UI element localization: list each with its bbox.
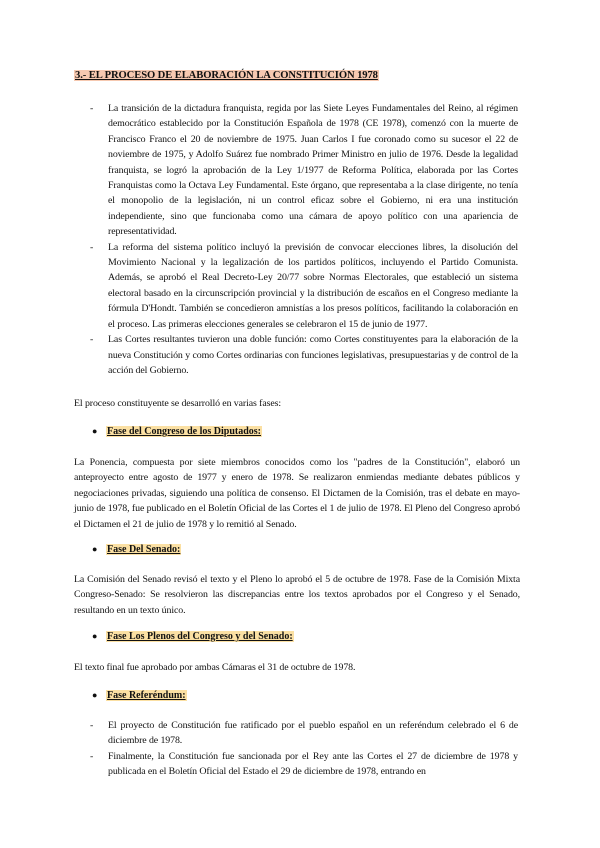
list-item (90, 749, 518, 780)
phase-heading-congreso (92, 426, 262, 437)
dash-marker: - (90, 334, 94, 346)
bullet-icon: ● (92, 544, 98, 554)
phase-heading-text: Fase Del Senado: (107, 544, 181, 555)
list-item-text: La reforma del sistema político incluyó la previsión de convocar elecciones libres, la disolución del Movimiento Nacional y la legalización de los partidos políticos, incluyendo el Partido Comunista. Además, se aprobó el Real Decreto-Ley 20/77 sobre Normas Electorales, que estableció un sistema electoral basado en la circunscripción provincial y la distribución de escaños en el Congreso mediante la fórmula D'Hondt. También se concedieron amnistías a los presos políticos, facilitando la colaboración en el proceso. Las primeras elecciones generales se celebraron el 15 de junio de 1977. (108, 241, 518, 330)
phase-heading-text: Fase Referéndum: (107, 690, 186, 701)
list-item (90, 718, 518, 749)
phase-heading-referendum (92, 690, 187, 701)
phase-heading-plenos (92, 631, 294, 642)
intro-bullet-list (90, 101, 518, 378)
list-item (90, 240, 518, 332)
section-title: 3.- EL PROCESO DE ELABORACIÓN LA CONSTITUCIÓN 1978 (75, 70, 378, 81)
phase-congreso-text: La Ponencia, compuesta por siete miembros conocidos como los "padres de la Constitución", elaboró un anteproyecto entre agosto de 1977 y enero de 1978. Se realizaron enmiendas mediante debates públicos y negociaciones privadas, siguiendo una política de consenso. El Dictamen de la Comisión, tras el debate en mayo-junio de 1978, fue publicado en el Boletín Oficial de las Cortes el 1 de julio de 1978. El Pleno del Congreso aprobó el Dictamen el 21 de julio de 1978 y lo remitió al Senado. (74, 457, 520, 530)
list-item-text: El proyecto de Constitución fue ratificado por el pueblo español en un referéndum celebrado el 6 de diciembre de 1978. (108, 720, 518, 747)
phase-heading-senado (92, 544, 181, 555)
phase-heading-text: Fase Los Plenos del Congreso y del Senado: (107, 631, 293, 642)
list-item (90, 101, 518, 240)
list-item (90, 332, 518, 378)
dash-marker: - (90, 720, 94, 731)
dash-marker: - (90, 750, 94, 762)
list-item-text: Finalmente, la Constitución fue sancionada por el Rey ante las Cortes el 27 de diciembre de 1978 y publicada en el Boletín Oficial del Estado el 29 de diciembre de 1978, entrando en (108, 750, 518, 778)
phases-intro: El proceso constituyente se desarrolló en varias fases: (74, 398, 282, 409)
dash-marker: - (90, 241, 94, 253)
referendum-bullet-list (90, 718, 518, 780)
bullet-icon: ● (92, 690, 98, 700)
phase-heading-text: Fase del Congreso de los Diputados: (107, 426, 261, 437)
bullet-icon: ● (92, 426, 98, 436)
phase-plenos-text: El texto final fue aprobado por ambas Cámaras el 31 de octubre de 1978. (74, 662, 356, 673)
bullet-icon: ● (92, 631, 98, 641)
list-item-text: La transición de la dictadura franquista, regida por las Siete Leyes Fundamentales del Reino, al régimen democrático establecido por la Constitución Española de 1978 (CE 1978), comenzó con la muerte de Francisco Franco el 20 de noviembre de 1975. Juan Carlos I fue coronado como su sucesor el 22 de noviembre de 1975, y Adolfo Suárez fue nombrado Primer Ministro en julio de 1976. Desde la legalidad franquista, se logró la aprobación de la Ley 1/1977 de Reforma Política, elaborada por las Cortes Franquistas como la Octava Ley Fundamental. Este órgano, que representaba a la clase dirigente, no tenía el monopolio de la legislación, ni un control eficaz sobre el Gobierno, ni era una institución independiente, sino que funcionaba como una cámara de apoyo político con una apariencia de representatividad. (108, 103, 518, 238)
list-item-text: Las Cortes resultantes tuvieron una doble función: como Cortes constituyentes para la elaboración de la nueva Constitución y como Cortes ordinarias con funciones legislativas, presupuestarias y de control de la acción del Gobierno. (108, 334, 518, 376)
phase-senado-text: La Comisión del Senado revisó el texto y el Pleno lo aprobó el 5 de octubre de 1978. Fase de la Comisión Mixta Congreso-Senado: Se resolvieron las discrepancias entre los textos aprobados por el Congreso y el Senado, resultando en un texto único. (74, 574, 520, 616)
dash-marker: - (90, 103, 94, 114)
